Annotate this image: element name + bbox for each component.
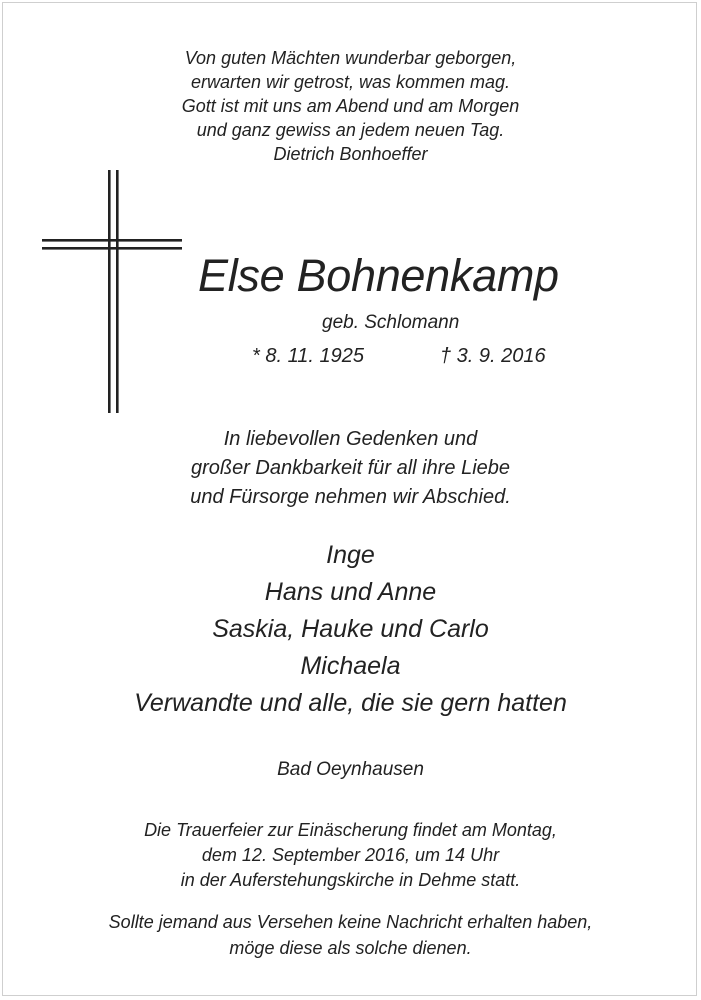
notification-notice — [0, 909, 701, 961]
funeral-service-info — [0, 818, 701, 893]
tribute-line: In liebevollen Gedenken und — [223, 428, 478, 450]
place-name: Bad Oeynhausen — [277, 759, 424, 780]
death-date: † 3. 9. 2016 — [440, 345, 546, 367]
birth-date: * 8. 11. 1925 — [252, 345, 364, 367]
notice-line: Sollte jemand aus Versehen keine Nachricht erhalten haben, — [108, 912, 593, 932]
service-line: dem 12. September 2016, um 14 Uhr — [201, 845, 500, 865]
quote-line: Von guten Mächten wunderbar geborgen, — [184, 48, 517, 68]
maiden-name: geb. Schlomann — [322, 312, 460, 333]
quote-line: und ganz gewiss an jedem neuen Tag. — [196, 120, 505, 140]
mourner-name: Saskia, Hauke und Carlo — [212, 615, 489, 643]
deceased-name: Else Bohnenkamp — [198, 250, 559, 301]
quote-author: Dietrich Bonhoeffer — [273, 144, 428, 164]
tribute-line: und Fürsorge nehmen wir Abschied. — [190, 486, 511, 508]
mourners-list — [0, 537, 701, 722]
mourner-name: Verwandte und alle, die sie gern hatten — [134, 689, 567, 717]
notice-line: möge diese als solche dienen. — [229, 938, 472, 958]
service-line: Die Trauerfeier zur Einäscherung findet am Montag, — [144, 820, 557, 840]
tribute-text — [0, 425, 701, 512]
quote-line: erwarten wir getrost, was kommen mag. — [190, 72, 511, 92]
quote-line: Gott ist mit uns am Abend und am Morgen — [181, 96, 520, 116]
mourner-name: Michaela — [300, 652, 401, 680]
tribute-line: großer Dankbarkeit für all ihre Liebe — [190, 457, 511, 479]
mourner-name: Hans und Anne — [264, 578, 437, 606]
mourner-name: Inge — [326, 541, 375, 569]
service-line: in der Auferstehungskirche in Dehme statt. — [180, 870, 521, 890]
